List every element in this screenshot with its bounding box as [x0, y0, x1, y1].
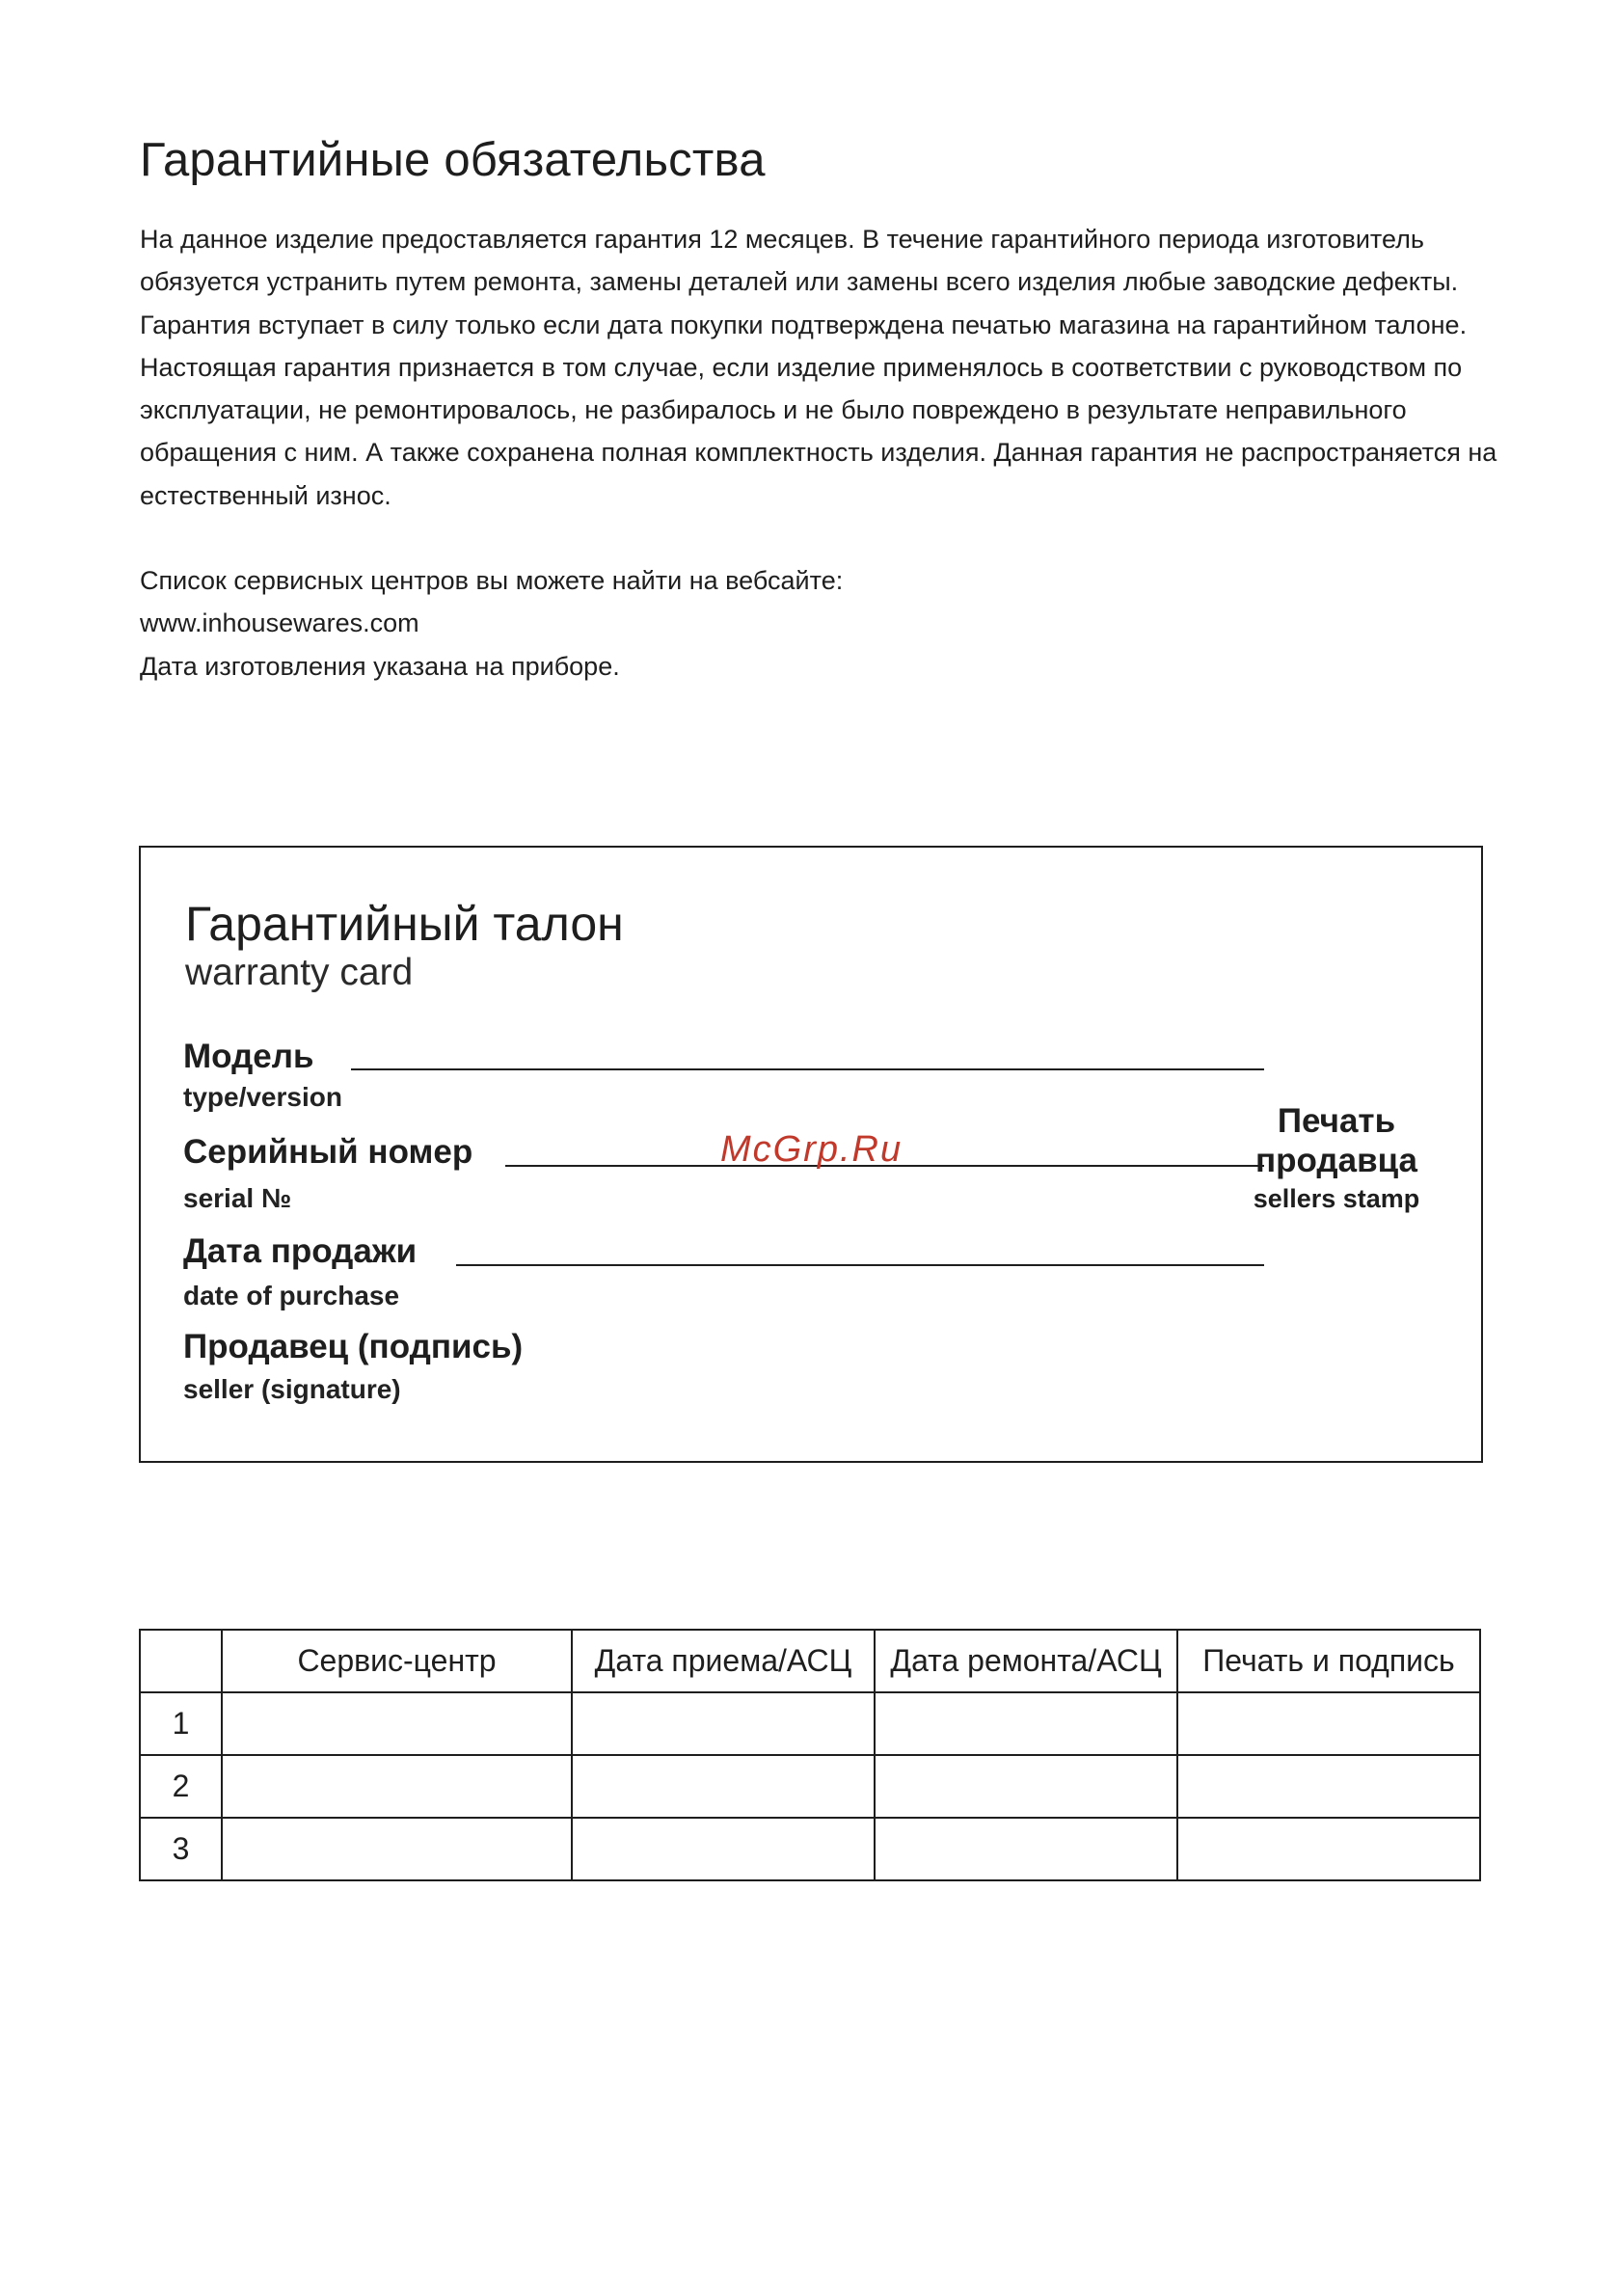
stamp-signature-cell[interactable]: [1177, 1755, 1480, 1818]
purchase-date-sublabel: date of purchase: [183, 1281, 400, 1310]
repair-date-cell[interactable]: [875, 1692, 1177, 1755]
card-title: Гарантийный талон: [185, 897, 624, 951]
service-info: [140, 559, 843, 688]
header-service-center: Сервис-центр: [222, 1630, 572, 1692]
row-number: 2: [140, 1755, 222, 1818]
model-sublabel: type/version: [183, 1082, 342, 1112]
header-stamp-signature: Печать и подпись: [1177, 1630, 1480, 1692]
service-center-cell[interactable]: [222, 1692, 572, 1755]
table-row: [140, 1692, 1480, 1755]
receipt-date-cell[interactable]: [572, 1755, 875, 1818]
stamp-subtitle: sellers stamp: [1253, 1184, 1420, 1213]
purchase-date-input-line[interactable]: [456, 1264, 1264, 1266]
header-number: [140, 1630, 222, 1692]
card-subtitle: warranty card: [185, 952, 414, 993]
table-row: [140, 1818, 1480, 1880]
warranty-paragraph: На данное изделие предоставляется гарантия 12 месяцев. В течение гарантийного периода изготовитель обязуется устранить путем ремонта, замены деталей или замены всего изделия любые заводские дефекты. Гарантия вступает в силу только если дата покупки подтверждена печатью магазина на гарантийном талоне. Настоящая гарантия признается в том случае, если изделие применялось в соответствии с руководством по эксплуатации, не ремонтировалось, не разбиралось и не было повреждено в результате неправильного обращения с ним. А также сохранена полная комплектность изделия. Данная гарантия не распространяется на естественный износ.: [140, 225, 1497, 510]
row-number: 3: [140, 1818, 222, 1880]
service-center-cell[interactable]: [222, 1755, 572, 1818]
receipt-date-cell[interactable]: [572, 1818, 875, 1880]
receipt-date-cell[interactable]: [572, 1692, 875, 1755]
model-input-line[interactable]: [351, 1068, 1264, 1070]
warranty-card: [139, 846, 1483, 1463]
stamp-title: Печать продавца: [1254, 1102, 1418, 1179]
header-receipt-date: Дата приема/АСЦ: [572, 1630, 875, 1692]
table-header-row: [140, 1630, 1480, 1692]
model-label: Модель: [183, 1038, 314, 1075]
page-title: Гарантийные обязательства: [140, 134, 766, 186]
stamp-signature-cell[interactable]: [1177, 1692, 1480, 1755]
stamp-signature-cell[interactable]: [1177, 1818, 1480, 1880]
serial-label: Серийный номер: [183, 1133, 473, 1171]
repair-date-cell[interactable]: [875, 1818, 1177, 1880]
service-table: [139, 1629, 1481, 1881]
manufacture-note: Дата изготовления указана на приборе.: [140, 651, 620, 681]
watermark: McGrp.Ru: [720, 1129, 903, 1170]
seller-signature-sublabel: seller (signature): [183, 1374, 401, 1404]
header-repair-date: Дата ремонта/АСЦ: [875, 1630, 1177, 1692]
website-link[interactable]: www.inhousewares.com: [140, 608, 419, 638]
service-center-cell[interactable]: [222, 1818, 572, 1880]
service-intro: Список сервисных центров вы можете найти на вебсайте:: [140, 566, 844, 595]
seller-signature-label: Продавец (подпись): [183, 1328, 524, 1365]
row-number: 1: [140, 1692, 222, 1755]
serial-sublabel: serial №: [183, 1183, 292, 1213]
table-row: [140, 1755, 1480, 1818]
repair-date-cell[interactable]: [875, 1755, 1177, 1818]
purchase-date-label: Дата продажи: [183, 1232, 418, 1270]
seller-stamp-area: [1201, 1101, 1471, 1214]
